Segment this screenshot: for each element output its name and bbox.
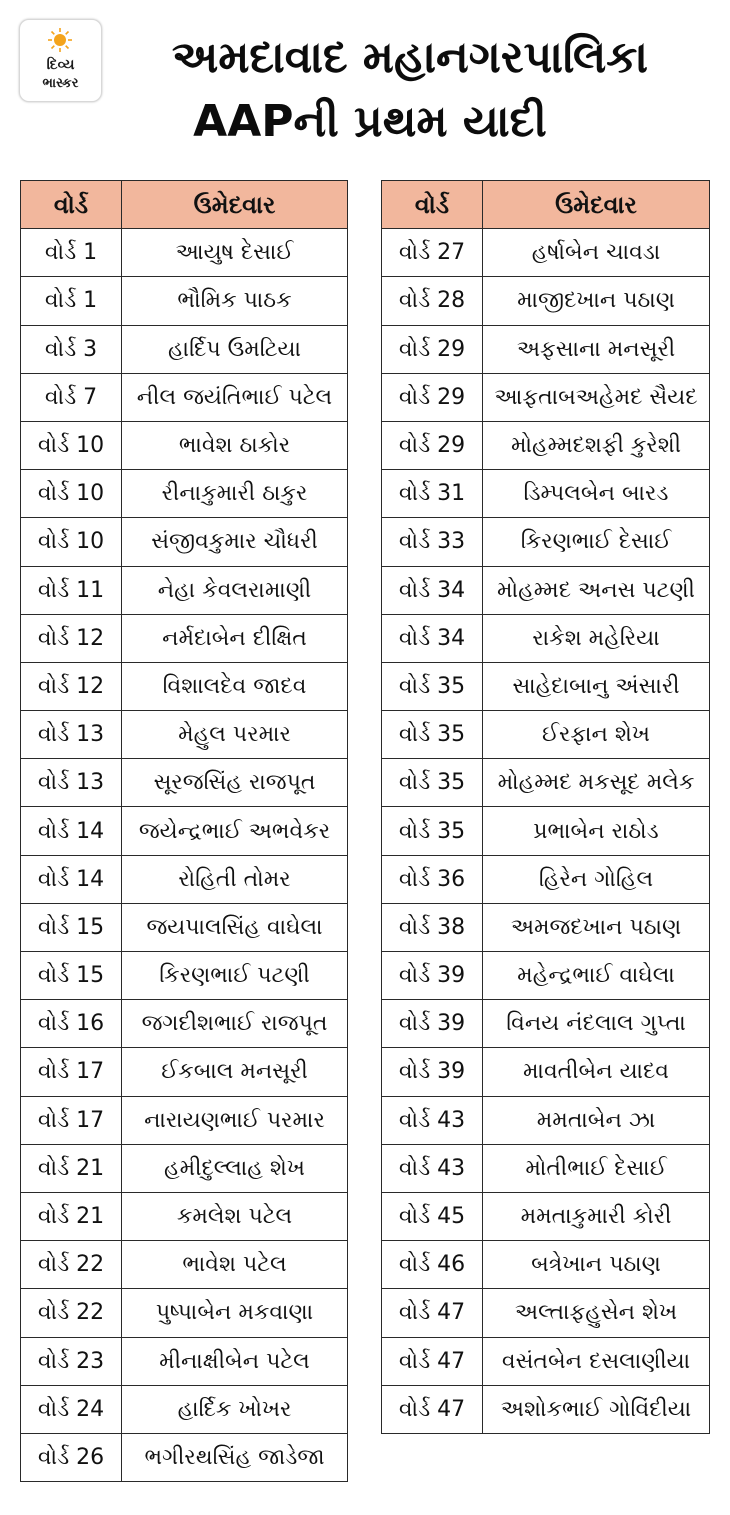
candidate-name-cell: હાર્દિપ ઉમટિયા [122, 325, 348, 373]
table-row [21, 662, 348, 710]
candidate-name-cell: વસંતબેન દસલાણીયા [483, 1337, 710, 1385]
ward-cell: વોર્ડ 35 [382, 759, 483, 807]
table-header-row [382, 181, 710, 229]
ward-cell: વોર્ડ 43 [382, 1096, 483, 1144]
candidate-name-cell: માજીદખાન પઠાણ [483, 277, 710, 325]
candidate-name-cell: પુષ્પાબેન મકવાણા [122, 1289, 348, 1337]
column-header-candidate: ઉમેદવાર [483, 181, 710, 229]
table-row [21, 855, 348, 903]
candidate-name-cell: વિનય નંદલાલ ગુપ્તા [483, 1000, 710, 1048]
candidate-name-cell: મમતાબેન ઝા [483, 1096, 710, 1144]
ward-cell: વોર્ડ 1 [21, 277, 122, 325]
candidate-name-cell: નીલ જયંતિભાઈ પટેલ [122, 373, 348, 421]
candidate-name-cell: નર્મદાબેન દીક્ષિત [122, 614, 348, 662]
ward-cell: વોર્ડ 47 [382, 1289, 483, 1337]
table-row [382, 855, 710, 903]
table-row [382, 470, 710, 518]
ward-cell: વોર્ડ 23 [21, 1337, 122, 1385]
ward-cell: વોર્ડ 3 [21, 325, 122, 373]
table-row [21, 325, 348, 373]
candidate-name-cell: મેહુલ પરમાર [122, 711, 348, 759]
ward-cell: વોર્ડ 10 [21, 470, 122, 518]
candidate-name-cell: ભૌમિક પાઠક [122, 277, 348, 325]
ward-cell: વોર્ડ 22 [21, 1241, 122, 1289]
table-row [21, 952, 348, 1000]
candidate-name-cell: હાર્દિક ખોખર [122, 1385, 348, 1433]
candidate-table-right [381, 180, 710, 1434]
ward-cell: વોર્ડ 17 [21, 1096, 122, 1144]
table-row [21, 711, 348, 759]
candidate-name-cell: અમજદખાન પઠાણ [483, 903, 710, 951]
candidate-name-cell: કમલેશ પટેલ [122, 1192, 348, 1240]
ward-cell: વોર્ડ 21 [21, 1192, 122, 1240]
ward-cell: વોર્ડ 39 [382, 1000, 483, 1048]
table-row [21, 1144, 348, 1192]
table-row [382, 1241, 710, 1289]
ward-cell: વોર્ડ 38 [382, 903, 483, 951]
candidate-name-cell: આફતાબઅહેમદ સૈયદ [483, 373, 710, 421]
table-row [21, 614, 348, 662]
page-title: અમદાવાદ મહાનગરપાલિકા [171, 32, 649, 83]
ward-cell: વોર્ડ 11 [21, 566, 122, 614]
candidate-name-cell: જગદીશભાઈ રાજપૂત [122, 1000, 348, 1048]
candidate-name-cell: ઈકબાલ મનસૂરી [122, 1048, 348, 1096]
table-row [382, 566, 710, 614]
candidate-name-cell: મોહમ્મદ મકસૂદ મલેક [483, 759, 710, 807]
candidate-name-cell: ભગીરથસિંહ જાડેજા [122, 1433, 348, 1481]
table-row [21, 229, 348, 277]
table-row [21, 1192, 348, 1240]
table-row [21, 1096, 348, 1144]
table-row [382, 518, 710, 566]
ward-cell: વોર્ડ 36 [382, 855, 483, 903]
table-row [21, 277, 348, 325]
ward-cell: વોર્ડ 43 [382, 1144, 483, 1192]
candidate-name-cell: બત્રેખાન પઠાણ [483, 1241, 710, 1289]
table-row [21, 566, 348, 614]
candidate-name-cell: મમતાકુમારી કોરી [483, 1192, 710, 1240]
candidate-name-cell: માવતીબેન યાદવ [483, 1048, 710, 1096]
table-row [382, 662, 710, 710]
ward-cell: વોર્ડ 24 [21, 1385, 122, 1433]
ward-cell: વોર્ડ 21 [21, 1144, 122, 1192]
ward-cell: વોર્ડ 16 [21, 1000, 122, 1048]
column-header-ward: વોર્ડ [21, 181, 122, 229]
table-row [382, 952, 710, 1000]
candidate-name-cell: અલ્તાફહુસેન શેખ [483, 1289, 710, 1337]
table-row [21, 1048, 348, 1096]
table-row [21, 421, 348, 469]
candidate-name-cell: મોહમ્મદ અનસ પટણી [483, 566, 710, 614]
table-row [382, 614, 710, 662]
table-row [382, 325, 710, 373]
ward-cell: વોર્ડ 14 [21, 855, 122, 903]
ward-cell: વોર્ડ 15 [21, 903, 122, 951]
ward-cell: વોર્ડ 29 [382, 373, 483, 421]
candidate-name-cell: હિરેન ગોહિલ [483, 855, 710, 903]
ward-cell: વોર્ડ 7 [21, 373, 122, 421]
table-row [382, 1000, 710, 1048]
table-header-row [21, 181, 348, 229]
candidate-name-cell: સાહેદાબાનુ અંસારી [483, 662, 710, 710]
logo-text-line1: દિવ્ય [46, 57, 75, 73]
ward-cell: વોર્ડ 35 [382, 711, 483, 759]
candidate-name-cell: અફસાના મનસૂરી [483, 325, 710, 373]
ward-cell: વોર્ડ 47 [382, 1385, 483, 1433]
ward-cell: વોર્ડ 34 [382, 566, 483, 614]
ward-cell: વોર્ડ 39 [382, 1048, 483, 1096]
column-header-candidate: ઉમેદવાર [122, 181, 348, 229]
candidate-name-cell: મોહમ્મદશફી કુરેશી [483, 421, 710, 469]
table-row [382, 1289, 710, 1337]
ward-cell: વોર્ડ 46 [382, 1241, 483, 1289]
ward-cell: વોર્ડ 27 [382, 229, 483, 277]
table-row [382, 711, 710, 759]
table-row [21, 1433, 348, 1481]
ward-cell: વોર્ડ 35 [382, 662, 483, 710]
ward-cell: વોર્ડ 13 [21, 711, 122, 759]
candidate-name-cell: હમીદુલ્લાહ શેખ [122, 1144, 348, 1192]
table-row [382, 1144, 710, 1192]
ward-cell: વોર્ડ 28 [382, 277, 483, 325]
ward-cell: વોર્ડ 14 [21, 807, 122, 855]
table-row [382, 373, 710, 421]
candidate-name-cell: સંજીવકુમાર ચૌધરી [122, 518, 348, 566]
candidate-name-cell: હર્ષાબેન ચાવડા [483, 229, 710, 277]
candidate-name-cell: રોહિતી તોમર [122, 855, 348, 903]
candidate-name-cell: રાકેશ મહેરિયા [483, 614, 710, 662]
logo-text-line2: ભાસ્કર [42, 76, 79, 91]
table-row [21, 1289, 348, 1337]
ward-cell: વોર્ડ 22 [21, 1289, 122, 1337]
table-row [21, 518, 348, 566]
table-row [382, 1385, 710, 1433]
column-header-ward: વોર્ડ [382, 181, 483, 229]
ward-cell: વોર્ડ 29 [382, 325, 483, 373]
candidate-name-cell: જયપાલસિંહ વાઘેલા [122, 903, 348, 951]
ward-cell: વોર્ડ 1 [21, 229, 122, 277]
candidate-name-cell: ભાવેશ ઠાકોર [122, 421, 348, 469]
table-row [382, 1192, 710, 1240]
candidate-name-cell: નેહા કેવલરામાણી [122, 566, 348, 614]
table-row [21, 1385, 348, 1433]
ward-cell: વોર્ડ 45 [382, 1192, 483, 1240]
table-row [382, 421, 710, 469]
candidate-name-cell: વિશાલદેવ જાદવ [122, 662, 348, 710]
ward-cell: વોર્ડ 33 [382, 518, 483, 566]
ward-cell: વોર્ડ 10 [21, 518, 122, 566]
divya-bhaskar-logo [19, 19, 102, 102]
candidate-name-cell: મોતીભાઈ દેસાઈ [483, 1144, 710, 1192]
candidate-name-cell: ઈરફાન શેખ [483, 711, 710, 759]
candidate-name-cell: ડિમ્પલબેન બારડ [483, 470, 710, 518]
candidate-name-cell: સૂરજસિંહ રાજપૂત [122, 759, 348, 807]
candidate-name-cell: મહેન્દ્રભાઈ વાઘેલા [483, 952, 710, 1000]
ward-cell: વોર્ડ 29 [382, 421, 483, 469]
ward-cell: વોર્ડ 34 [382, 614, 483, 662]
table-row [382, 903, 710, 951]
candidate-name-cell: પ્રભાબેન રાઠોડ [483, 807, 710, 855]
table-row [382, 1096, 710, 1144]
table-row [21, 759, 348, 807]
candidate-name-cell: મીનાક્ષીબેન પટેલ [122, 1337, 348, 1385]
ward-cell: વોર્ડ 35 [382, 807, 483, 855]
candidate-table-left [20, 180, 348, 1482]
sun-icon [48, 28, 72, 52]
table-row [21, 470, 348, 518]
table-row [382, 277, 710, 325]
table-row [21, 1000, 348, 1048]
ward-cell: વોર્ડ 31 [382, 470, 483, 518]
candidate-name-cell: કિરણભાઈ પટણી [122, 952, 348, 1000]
table-row [382, 229, 710, 277]
table-row [382, 1337, 710, 1385]
table-row [21, 373, 348, 421]
candidate-name-cell: ભાવેશ પટેલ [122, 1241, 348, 1289]
candidate-name-cell: આયુષ દેસાઈ [122, 229, 348, 277]
table-row [382, 807, 710, 855]
ward-cell: વોર્ડ 39 [382, 952, 483, 1000]
table-row [382, 759, 710, 807]
table-row [21, 903, 348, 951]
candidate-name-cell: અશોકભાઈ ગોવિંદીયા [483, 1385, 710, 1433]
ward-cell: વોર્ડ 17 [21, 1048, 122, 1096]
table-row [21, 1241, 348, 1289]
ward-cell: વોર્ડ 13 [21, 759, 122, 807]
candidate-name-cell: જયેન્દ્રભાઈ અભવેકર [122, 807, 348, 855]
ward-cell: વોર્ડ 26 [21, 1433, 122, 1481]
ward-cell: વોર્ડ 47 [382, 1337, 483, 1385]
ward-cell: વોર્ડ 10 [21, 421, 122, 469]
page-subtitle: AAPની પ્રથમ યાદી [193, 96, 547, 147]
table-row [21, 807, 348, 855]
ward-cell: વોર્ડ 12 [21, 614, 122, 662]
candidate-name-cell: કિરણભાઈ દેસાઈ [483, 518, 710, 566]
ward-cell: વોર્ડ 12 [21, 662, 122, 710]
table-row [382, 1048, 710, 1096]
ward-cell: વોર્ડ 15 [21, 952, 122, 1000]
candidate-name-cell: રીનાકુમારી ઠાકુર [122, 470, 348, 518]
table-row [21, 1337, 348, 1385]
candidate-name-cell: નારાયણભાઈ પરમાર [122, 1096, 348, 1144]
